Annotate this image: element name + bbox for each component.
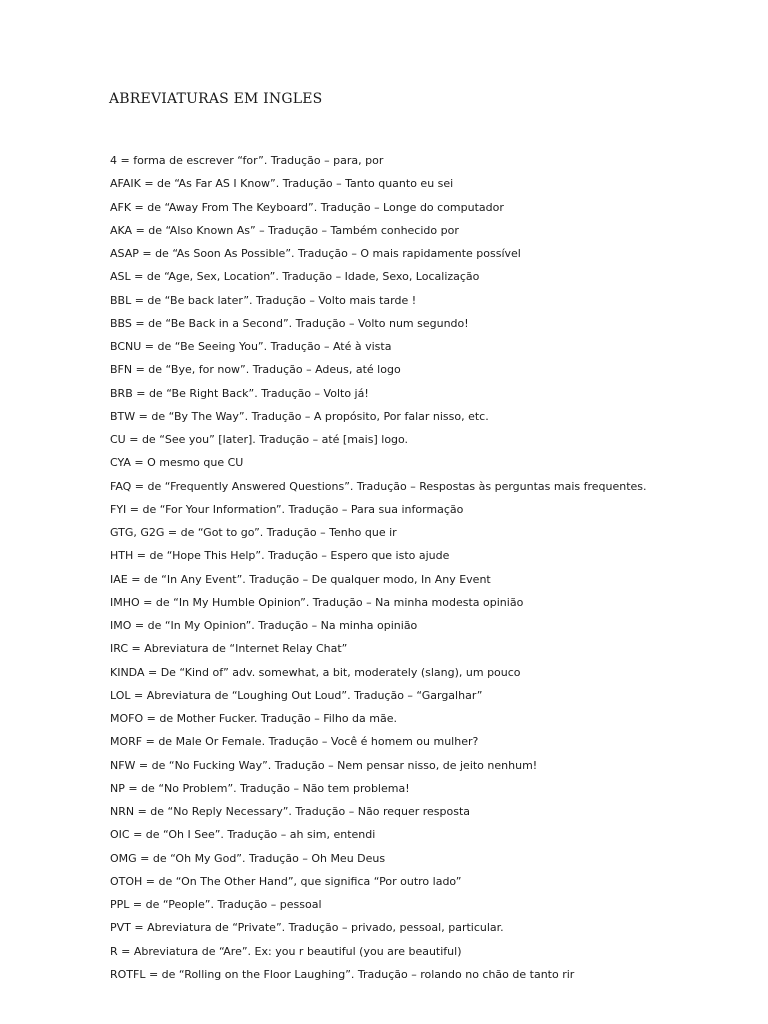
abbreviation-entry: BRB = de “Be Right Back”. Tradução – Volto já! bbox=[110, 386, 369, 400]
abbreviation-entry: MOFO = de Mother Fucker. Tradução – Filho da mãe. bbox=[110, 712, 397, 725]
abbreviation-entry: GTG, G2G = de “Got to go”. Tradução – Tenho que ir bbox=[110, 526, 397, 539]
abbreviation-entry: FAQ = de “Frequently Answered Questions”. Tradução – Respostas às perguntas mais frequentes. bbox=[110, 479, 647, 493]
abbreviation-entry: AFAIK = de “As Far AS I Know”. Tradução – Tanto quanto eu sei bbox=[110, 177, 454, 191]
abbreviation-entry: KINDA = De “Kind of” adv. somewhat, a bit, moderately (slang), um pouco bbox=[110, 665, 521, 679]
abbreviation-entry: BBS = de “Be Back in a Second”. Tradução – Volto num segundo! bbox=[110, 316, 469, 330]
abbreviation-entry: IMO = de “In My Opinion”. Tradução – Na minha opinião bbox=[110, 619, 418, 632]
abbreviation-entry: LOL = Abreviatura de “Loughing Out Loud”. Tradução – “Gargalhar” bbox=[110, 688, 483, 702]
abbreviation-entry: ROTFL = de “Rolling on the Floor Laughing”. Tradução – rolando no chão de tanto rir bbox=[110, 967, 575, 981]
abbreviation-entry: NRN = de “No Reply Necessary”. Tradução – Não requer resposta bbox=[110, 805, 471, 818]
abbreviation-entry: R = Abreviatura de “Are”. Ex: you r beautiful (you are beautiful) bbox=[110, 944, 462, 958]
abbreviation-entry: IMHO = de “In My Humble Opinion”. Tradução – Na minha modesta opinião bbox=[110, 595, 524, 609]
abbreviation-entry: 4 = forma de escrever “for”. Tradução – para, por bbox=[110, 154, 384, 167]
abbreviation-entry: OMG = de “Oh My God”. Tradução – Oh Meu Deus bbox=[110, 851, 386, 865]
abbreviation-entry: BFN = de “Bye, for now”. Tradução – Adeus, até logo bbox=[110, 363, 401, 377]
abbreviation-entry: OIC = de “Oh I See”. Tradução – ah sim, entendi bbox=[110, 828, 376, 842]
abbreviation-entry: OTOH = de “On The Other Hand”, que significa “Por outro lado” bbox=[110, 874, 462, 888]
abbreviation-entry: HTH = de “Hope This Help”. Tradução – Espero que isto ajude bbox=[110, 549, 450, 563]
abbreviation-entry: IAE = de “In Any Event”. Tradução – De qualquer modo, In Any Event bbox=[110, 572, 491, 586]
abbreviation-entry: MORF = de Male Or Female. Tradução – Você é homem ou mulher? bbox=[110, 735, 479, 749]
abbreviation-entry: IRC = Abreviatura de “Internet Relay Chat” bbox=[110, 642, 348, 656]
abbreviation-entry: NP = de “No Problem”. Tradução – Não tem problema! bbox=[110, 781, 410, 795]
abbreviation-entry: ASL = de “Age, Sex, Location”. Tradução – Idade, Sexo, Localização bbox=[110, 270, 480, 284]
abbreviation-entry: BTW = de “By The Way”. Tradução – A propósito, Por falar nisso, etc. bbox=[110, 409, 489, 423]
abbreviation-entry: BCNU = de “Be Seeing You”. Tradução – Até à vista bbox=[110, 340, 392, 353]
abbreviation-entry: PVT = Abreviatura de “Private”. Tradução – privado, pessoal, particular. bbox=[110, 921, 504, 935]
abbreviation-entry: ASAP = de “As Soon As Possible”. Tradução – O mais rapidamente possível bbox=[110, 247, 521, 260]
abbreviation-entry: AFK = de “Away From The Keyboard”. Tradução – Longe do computador bbox=[110, 200, 504, 214]
abbreviation-entry: CYA = O mesmo que CU bbox=[110, 456, 244, 470]
abbreviation-entry: AKA = de “Also Known As” – Tradução – Também conhecido por bbox=[110, 223, 459, 237]
abbreviation-entry: NFW = de “No Fucking Way”. Tradução – Nem pensar nisso, de jeito nenhum! bbox=[110, 758, 538, 772]
abbreviation-entry: BBL = de “Be back later”. Tradução – Volto mais tarde ! bbox=[110, 293, 417, 307]
abbreviation-entry: PPL = de “People”. Tradução – pessoal bbox=[110, 898, 322, 911]
abbreviation-entry: FYI = de “For Your Information”. Tradução – Para sua informação bbox=[110, 502, 464, 516]
document-title: ABREVIATURAS EM INGLES bbox=[109, 91, 323, 107]
abbreviation-entry: CU = de “See you” [later]. Tradução – até [mais] logo. bbox=[110, 433, 409, 446]
abbreviation-list bbox=[110, 152, 647, 989]
